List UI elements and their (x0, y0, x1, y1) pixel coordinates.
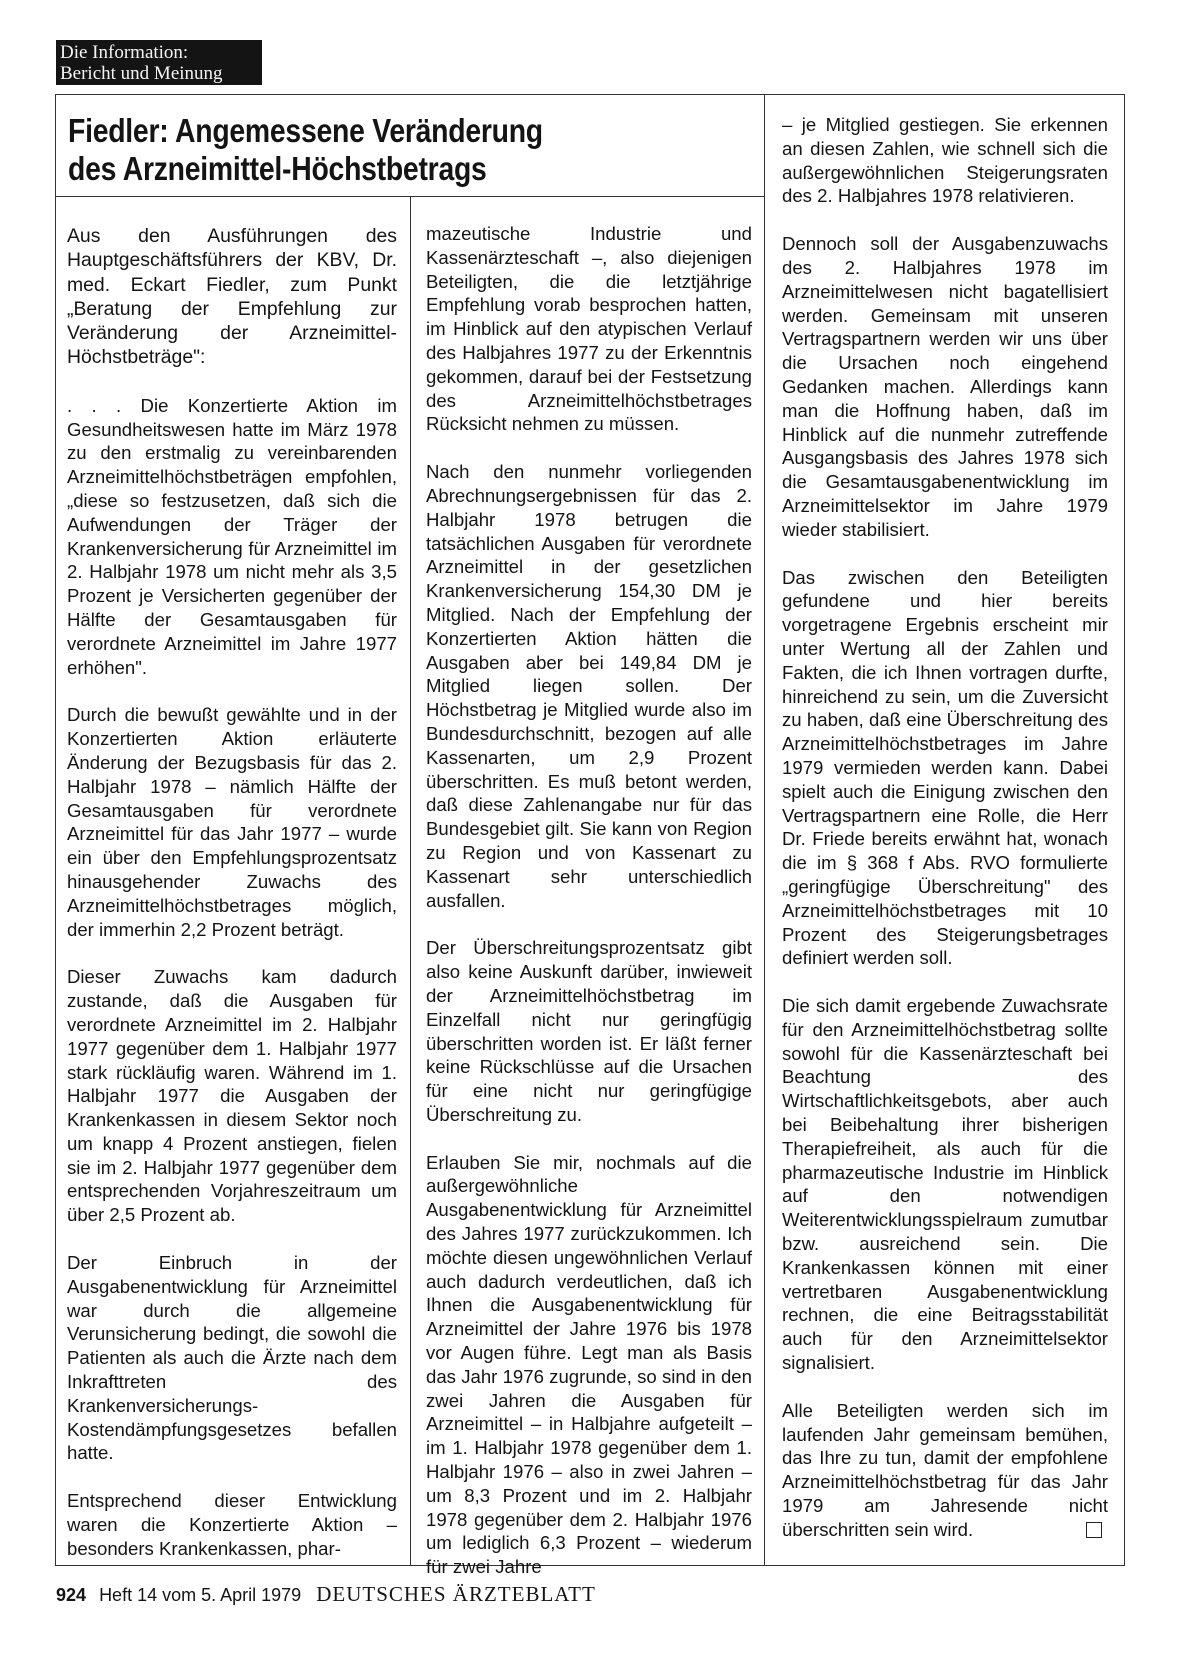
paragraph: Der Einbruch in der Ausgabenentwicklung für Arzneimittel war durch die allgemeine Verunsicherung bedingt, die sowohl die Patienten als auch die Ärzte nach dem Inkrafttreten des Krankenversicherungs-Kostendämpfungsgesetzes befallen hatte. (67, 1252, 397, 1464)
rubric-line-2: Bericht und Meinung (60, 63, 223, 84)
paragraph: Durch die bewußt gewählte und in der Konzertierten Aktion erläuterte Änderung der Bezugsbasis für das 2. Halbjahr 1978 – nämlich Hälfte der Gesamtausgaben für verordnete Arzneimittel für das Jahr 1977 – wurde ein über den Empfehlungsprozentsatz hinausgehender Zuwachs des Arzneimittelhöchstbetrages möglich, der immerhin 2,2 Prozent beträgt. (67, 704, 397, 940)
column-1 (67, 224, 397, 1561)
paragraph: Nach den nunmehr vorliegenden Abrechnungsergebnissen für das 2. Halbjahr 1978 betrugen die tatsächlichen Ausgaben für verordnete Arzneimittel in der gesetzlichen Krankenversicherung 154,30 DM je Mitglied. Nach der Empfehlung der Konzertierten Aktion hätten die Ausgaben aber bei 149,84 DM je Mitglied liegen sollen. Der Höchstbetrag je Mitglied wurde also im Bundesdurchschnitt, bezogen auf alle Kassenarten, um 2,9 Prozent überschritten. Es muß betont werden, daß diese Zahlenangabe nur für das Bundesgebiet gilt. Sie kann von Region zu Region und von Kassenart zu Kassenart sehr unterschiedlich ausfallen. (426, 461, 752, 911)
journal-name: DEUTSCHES ÄRZTEBLATT (316, 1582, 596, 1606)
title-line-2: des Arzneimittel-Höchstbetrags (68, 150, 487, 187)
paragraph: mazeutische Industrie und Kassenärzteschaft –, also diejenigen Beteiligten, die die letztjährige Empfehlung vorab besprochen hatten, im Hinblick auf den atypischen Verlauf des Halbjahres 1977 zu der Erkenntnis gekommen, darauf bei der Festsetzung des Arzneimittelhöchstbetrages Rücksicht nehmen zu müssen. (426, 223, 752, 435)
paragraph: Die sich damit ergebende Zuwachsrate für den Arzneimittelhöchstbetrag sollte sowohl für die Kassenärzteschaft bei Beachtung des Wirtschaftlichkeitsgebots, aber auch bei Beibehaltung ihrer bisherigen Therapiefreiheit, als auch für die pharmazeutische Industrie im Hinblick auf den notwendigen Weiterentwicklungsspielraum zumutbar bzw. ausreichend sein. Die Krankenkassen können mit einer vertretbaren Ausgabenentwicklung rechnen, die eine Beitragsstabilität auch für den Arzneimittelsektor signalisiert. (782, 995, 1108, 1374)
title-rule (55, 196, 764, 197)
end-of-article-box-icon (1086, 1522, 1102, 1538)
rubric-line-1: Die Information: (60, 42, 189, 63)
column-divider-left (410, 196, 411, 1566)
paragraph: Dieser Zuwachs kam dadurch zustande, daß die Ausgaben für verordnete Arzneimittel im 2. Halbjahr 1977 gegenüber dem 1. Halbjahr 1977 stark rückläufig waren. Während im 1. Halbjahr 1977 die Ausgaben der Krankenkassen in diesem Sektor noch um knapp 4 Prozent anstiegen, fielen sie im 2. Halbjahr 1977 gegenüber dem entsprechenden Vorjahreszeitraum um über 2,5 Prozent ab. (67, 966, 397, 1226)
paragraph: Dennoch soll der Ausgabenzuwachs des 2. Halbjahres 1978 im Arzneimittelwesen nicht bagatellisiert werden. Gemeinsam mit unseren Vertragspartnern werden wir uns über die Ursachen noch eingehend Gedanken machen. Allerdings kann man die Hoffnung haben, daß im Hinblick auf die nunmehr zutreffende Ausgangsbasis des Jahres 1978 sich die Gesamtausgabenentwicklung im Arzneimittelsektor im Jahre 1979 wieder stabilisiert. (782, 233, 1108, 540)
section-rubric (56, 40, 262, 85)
column-divider-right (764, 94, 765, 1566)
paragraph: Erlauben Sie mir, nochmals auf die außergewöhnliche Ausgabenentwicklung für Arzneimittel des Jahres 1977 zurückzukommen. Ich möchte diesen ungewöhnlichen Verlauf auch dadurch verdeutlichen, daß ich Ihnen die Ausgabenentwicklung für Arzneimittel der Jahre 1976 bis 1978 vor Augen führe. Legt man als Basis das Jahr 1976 zugrunde, so sind in den zwei Jahren die Ausgaben für Arzneimittel – in Halbjahre aufgeteilt – im 1. Halbjahr 1978 gegenüber dem 1. Halbjahr 1976 – also in zwei Jahren – um 8,3 Prozent und im 2. Halbjahr 1978 gegenüber dem 2. Halbjahr 1976 um lediglich 6,3 Prozent – wiederum für zwei Jahre (426, 1151, 752, 1578)
paragraph-text: Alle Beteiligten werden sich im laufenden Jahr gemeinsam bemühen, das Ihre zu tun, damit der empfohlene Arzneimittelhöchstbetrag für das Jahr 1979 am Jahresende nicht überschritten sein wird. (782, 1399, 1108, 1540)
paragraph: Entsprechend dieser Entwicklung waren die Konzertierte Aktion – besonders Krankenkassen, phar- (67, 1490, 397, 1559)
page-number: 924 (56, 1585, 87, 1605)
column-3 (782, 113, 1108, 1542)
paragraph: Das zwischen den Beteiligten gefundene und hier bereits vorgetragene Ergebnis erscheint mir unter Wertung all der Zahlen und Fakten, die ich Ihnen vortragen durfte, hinreichend zu sein, um die Zuversicht zu haben, daß eine Überschreitung des Arzneimittelhöchstbetrages im Jahre 1979 vermieden werden kann. Dabei spielt auch die Einigung zwischen den Vertragspartnern eine Rolle, die Herr Dr. Friede bereits erwähnt hat, wonach die im § 368 f Abs. RVO formulierte „geringfügige Überschreitung" des Arzneimittelhöchstbetrages mit 10 Prozent des Steigerungsbetrages definiert werden soll. (782, 566, 1108, 969)
paragraph (782, 1399, 1108, 1542)
paragraph: . . . Die Konzertierte Aktion im Gesundheitswesen hatte im März 1978 zu den erstmalig zu vereinbarenden Arzneimittelhöchstbeträgen empfohlen, „diese so festzusetzen, daß sich die Aufwendungen der Träger der Krankenversicherung für Arzneimittel im 2. Halbjahr 1978 um nicht mehr als 3,5 Prozent je Versicherten gegenüber der Hälfte der Gesamtausgaben für verordnete Arzneimittel im Jahre 1977 erhöhen". (67, 394, 397, 678)
intro-paragraph: Aus den Ausführungen des Hauptgeschäftsführers der KBV, Dr. med. Eckart Fiedler, zum Punkt „Beratung der Empfehlung zur Veränderung der Arzneimittel-Höchstbeträge": (67, 225, 397, 369)
paragraph: – je Mitglied gestiegen. Sie erkennen an diesen Zahlen, wie schnell sich die außergewöhnlichen Steigerungsraten des 2. Halbjahres 1978 relativieren. (782, 114, 1108, 207)
title-line-1: Fiedler: Angemessene Veränderung (68, 112, 543, 149)
issue-info: Heft 14 vom 5. April 1979 (99, 1585, 302, 1605)
article-title (68, 112, 661, 188)
page-footer (56, 1582, 596, 1607)
paragraph: Der Überschreitungsprozentsatz gibt also keine Auskunft darüber, inwieweit der Arzneimittelhöchstbetrag im Einzelfall nicht nur geringfügig überschritten worden ist. Er läßt ferner keine Rückschlüsse auf die Ursachen für eine nicht nur geringfügige Überschreitung zu. (426, 937, 752, 1125)
column-2 (426, 222, 752, 1579)
